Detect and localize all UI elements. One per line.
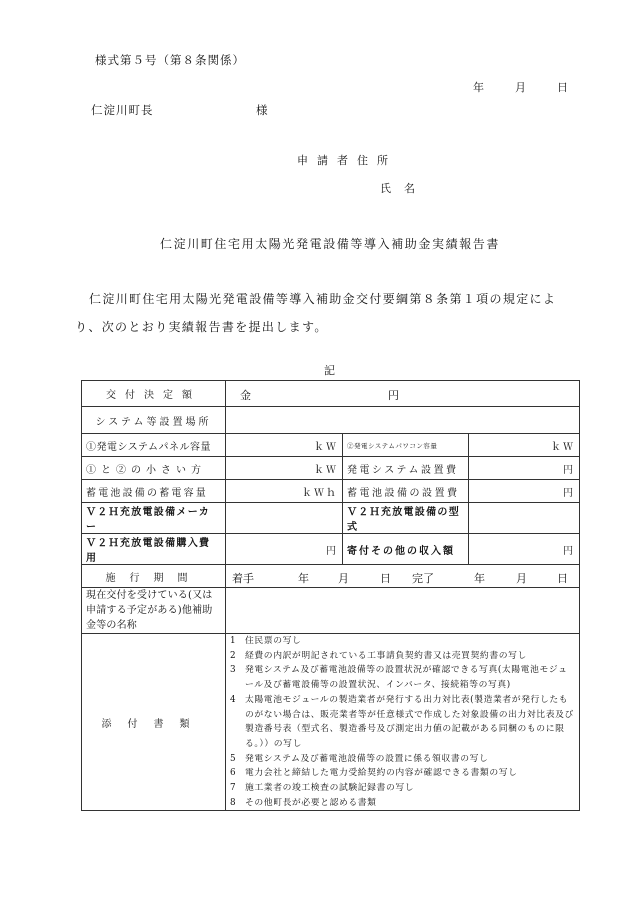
list-item [230,796,575,811]
amount-unit: 円 [388,389,399,402]
date-year-label: 年 [473,81,484,94]
period-start-label: 着手 [232,571,254,585]
list-item [230,649,575,664]
item-text: 住民票の写し [245,636,302,646]
decision-amount-label: 交付決定額 [82,381,226,407]
system-install-cost-label: 発電システム設置費 [343,457,469,480]
v2h-cost-label: Ｖ２Ｈ充放電設備購入費用 [82,534,226,565]
v2h-cost-field[interactable]: 円 [226,534,343,565]
v2h-model-label: Ｖ２Ｈ充放電設備の型式 [343,503,469,534]
item-text: 施工業者の竣工検査の試験記録書の写し [245,783,415,794]
item-text: 発電システム及び蓄電池設備等の設置状況が確認できる写真(太陽電池モジュール及び蓄電設備等の設置状況、インバータ、接続箱等の写真) [245,665,568,691]
battery-capacity-field[interactable]: ｋＷｈ [226,480,343,503]
applicant-name-label: 氏名 [380,182,428,195]
panel-capacity-field[interactable]: ｋＷ [226,434,343,457]
battery-row [82,480,580,503]
date-day-label: 日 [557,81,568,94]
item-text: 発電システム及び蓄電池設備等の設置に係る領収書の写し [245,753,489,764]
period-field[interactable] [226,565,580,588]
v2h-maker-field[interactable] [226,503,343,534]
attachments-row [82,634,580,811]
donation-income-field[interactable]: 円 [469,534,580,565]
report-table [81,380,580,811]
amount-prefix: 金 [240,389,251,402]
ki-heading: 記 [324,364,335,377]
other-subsidy-label: 現在交付を受けている(又は申請する予定がある)他補助金等の名称 [82,588,226,634]
battery-install-cost-field[interactable]: 円 [469,480,580,503]
item-number: 7 [230,783,237,794]
other-subsidy-field[interactable] [226,588,580,634]
form-number: 様式第５号（第８条関係） [95,53,245,67]
applicant-address-label: 申請者住所 [297,154,397,167]
v2h-maker-label: Ｖ２Ｈ充放電設備メーカー [82,503,226,534]
date-month-label: 月 [515,81,526,94]
item-number: 8 [230,797,237,808]
period-start-month: 月 [338,571,349,585]
install-location-label: システム等設置場所 [82,407,226,434]
item-text: 太陽電池モジュールの製造業者が発行する出力対比表(製造業者が発行したものがない場合は、販売業者等が任意様式で作成した対象設備の出力対比表及び製造番号表（型式名、製造番号及び測定出力値の記載がある同梱のものに限る。））の写し [245,694,574,749]
item-number: 5 [230,753,237,764]
honorific: 様 [256,103,268,117]
item-text: その他町長が必要と認める書類 [245,797,377,808]
item-text: 経費の内訳が明記されている工事請負契約書又は売買契約書の写し [245,650,527,661]
smaller-capacity-row [82,457,580,480]
document-title: 仁淀川町住宅用太陽光発電設備等導入補助金実績報告書 [160,237,501,251]
period-label: 施行期間 [82,565,226,588]
capacity-row [82,434,580,457]
period-start-year: 年 [298,571,309,585]
battery-install-cost-label: 蓄電池設備の設置費 [343,480,469,503]
list-item [230,766,575,781]
v2h-cost-row [82,534,580,565]
item-number: 3 [230,665,237,676]
list-item [230,634,575,649]
smaller-capacity-label: ①と②の小さい方 [82,457,226,480]
addressee: 仁淀川町長 [91,103,154,117]
list-item [230,663,575,692]
list-item [230,781,575,796]
item-text: 電力会社と締結した電力受給契約の内容が確認できる書類の写し [245,768,518,779]
item-number: 1 [230,636,237,646]
item-number: 2 [230,650,237,661]
list-item [230,752,575,767]
system-install-cost-field[interactable]: 円 [469,457,580,480]
period-end-month: 月 [516,571,527,585]
install-location-row [82,407,580,434]
list-item [230,693,575,752]
pcs-capacity-label: ②発電システムパワコン容量 [343,434,469,457]
decision-amount-field[interactable] [226,381,580,407]
decision-amount-row [82,381,580,407]
battery-capacity-label: 蓄電池設備の蓄電容量 [82,480,226,503]
item-number: 4 [230,694,237,705]
smaller-capacity-field[interactable]: ｋＷ [226,457,343,480]
period-end-day: 日 [557,571,568,585]
panel-capacity-label: ①発電システムパネル容量 [82,434,226,457]
other-subsidy-row [82,588,580,634]
v2h-model-field[interactable] [469,503,580,534]
attachments-list [226,634,580,811]
period-start-day: 日 [380,571,391,585]
v2h-row [82,503,580,534]
donation-income-label: 寄付その他の収入額 [343,534,469,565]
attachments-label: 添付書類 [82,634,226,811]
item-number: 6 [230,768,237,779]
period-complete-label: 完了 [412,571,434,585]
install-location-field[interactable] [226,407,580,434]
period-end-year: 年 [474,571,485,585]
body-text: 仁淀川町住宅用太陽光発電設備等導入補助金交付要綱第８条第１項の規定により、次のとおり実績報告書を提出します。 [75,292,557,334]
period-row [82,565,580,588]
pcs-capacity-field[interactable]: ｋＷ [469,434,580,457]
